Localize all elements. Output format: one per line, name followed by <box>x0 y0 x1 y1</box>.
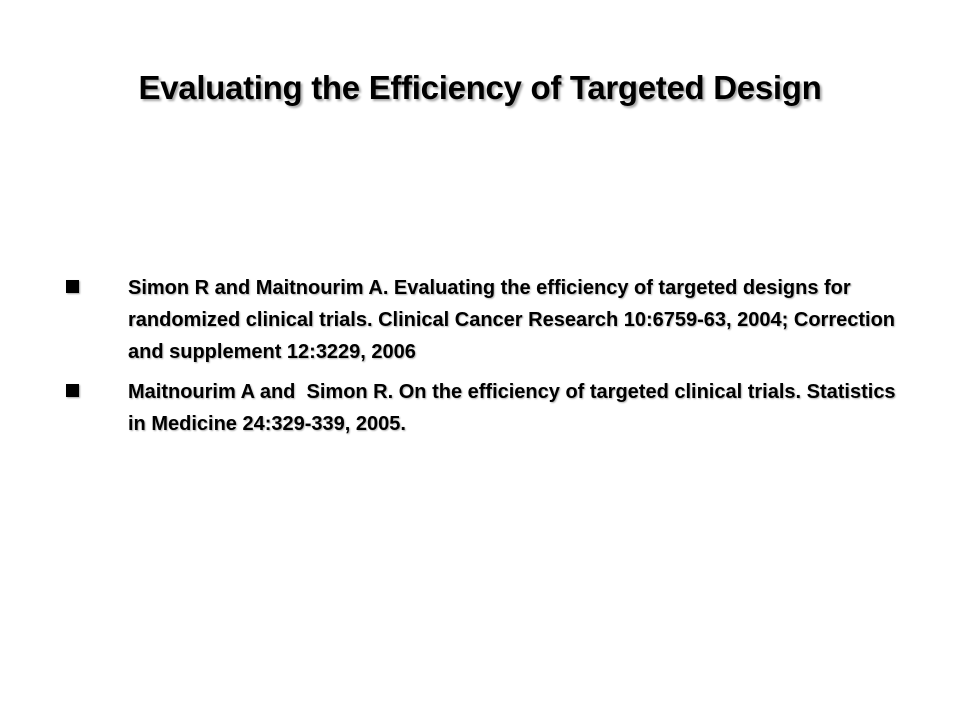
reference-text: Simon R and Maitnourim A. Evaluating the efficiency of targeted designs for randomized clinical trials. Clinical Cancer Research 10:6759-63, 2004; Correction and supplement 12:3229, 2006 <box>128 277 896 363</box>
square-bullet-icon <box>66 384 79 397</box>
reference-item <box>66 272 906 368</box>
reference-item <box>66 376 906 440</box>
reference-text: Maitnourim A and Simon R. On the efficiency of targeted clinical trials. Statistics in Medicine 24:329-339, 2005. <box>128 381 902 435</box>
slide-title: Evaluating the Efficiency of Targeted Design <box>138 69 822 106</box>
reference-list <box>66 272 906 448</box>
square-bullet-icon <box>66 280 79 293</box>
